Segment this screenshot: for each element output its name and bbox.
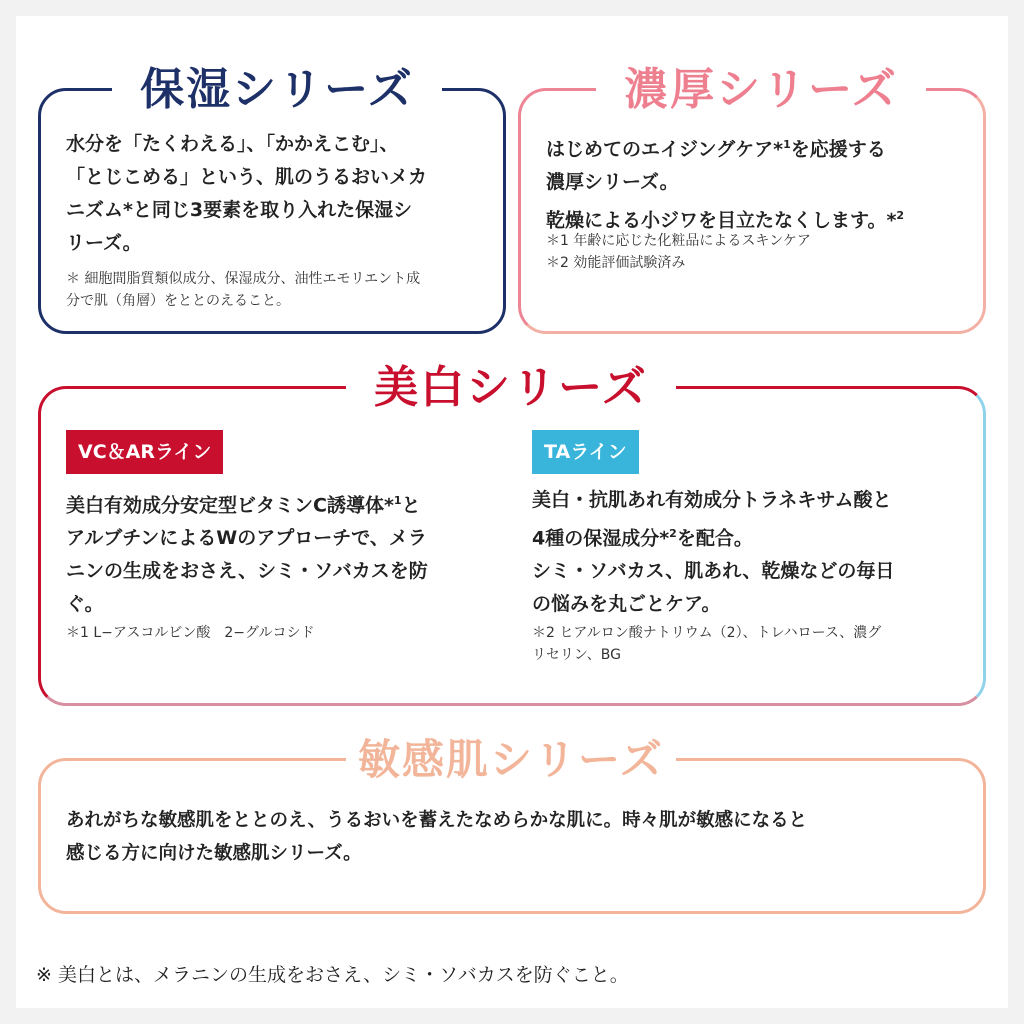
- ta-line-1: 美白・抗肌あれ有効成分トラネキサム酸と: [532, 489, 892, 511]
- page: [16, 16, 1008, 1008]
- ta-line-2: 4種の保湿成分*$^2$を配合。: [532, 527, 753, 550]
- vc-ar-rest: アルブチンによるWのアプローチで、メラ ニンの生成をおさえ、シミ・ソバカスを防 ぐ。: [66, 527, 428, 616]
- hoshitsu-body: 水分を「たくわえる」、「かかえこむ」、 「とじこめる」という、肌のうるおいメカ ニズム*と同じ3要素を取り入れた保湿シ リーズ。: [66, 133, 428, 254]
- ta-body: [532, 484, 982, 621]
- vc-ar-line-1: 美白有効成分安定型ビタミンC誘導体*$^1$と: [66, 494, 421, 517]
- noukou-line-1: はじめてのエイジングケア*$^1$を応援する: [546, 138, 886, 161]
- noukou-line-3: 乾燥による小ジワを目立たなくします。*$^2$: [546, 209, 905, 232]
- noukou-title: 濃厚シリーズ: [596, 60, 926, 120]
- ta-line-tag: TAライン: [532, 430, 639, 474]
- noukou-note: ＊1 年齢に応じた化粧品によるスキンケア ＊2 効能評価試験済み: [546, 233, 811, 271]
- ta-note: ＊2 ヒアルロン酸ナトリウム（2）、トレハロース、濃グ リセリン、BG: [532, 625, 882, 663]
- vc-ar-line-tag: VC＆ARライン: [66, 430, 223, 474]
- hoshitsu-title: 保湿シリーズ: [112, 60, 442, 120]
- binkan-title: 敏感肌シリーズ: [346, 730, 676, 790]
- noukou-body: [546, 128, 976, 238]
- vc-ar-note: ＊1 L−アスコルビン酸 2−グルコシド: [66, 625, 315, 641]
- binkan-body: あれがちな敏感肌をととのえ、うるおいを蓄えたなめらかな肌に。時々肌が敏感になると 感じる方に向けた敏感肌シリーズ。: [66, 810, 808, 864]
- noukou-line-2: 濃厚シリーズ。: [546, 171, 679, 194]
- ta-rest: シミ・ソバカス、肌あれ、乾燥などの毎日 の悩みを丸ごとケア。: [532, 560, 895, 616]
- bihaku-title: 美白シリーズ: [346, 358, 676, 418]
- footnote: ※ 美白とは、メラニンの生成をおさえ、シミ・ソバカスを防ぐこと。: [36, 964, 629, 986]
- hoshitsu-note: ＊ 細胞間脂質類似成分、保湿成分、油性エモリエント成 分で肌（角層）をととのえること。: [66, 271, 421, 309]
- vc-ar-body: [66, 484, 506, 621]
